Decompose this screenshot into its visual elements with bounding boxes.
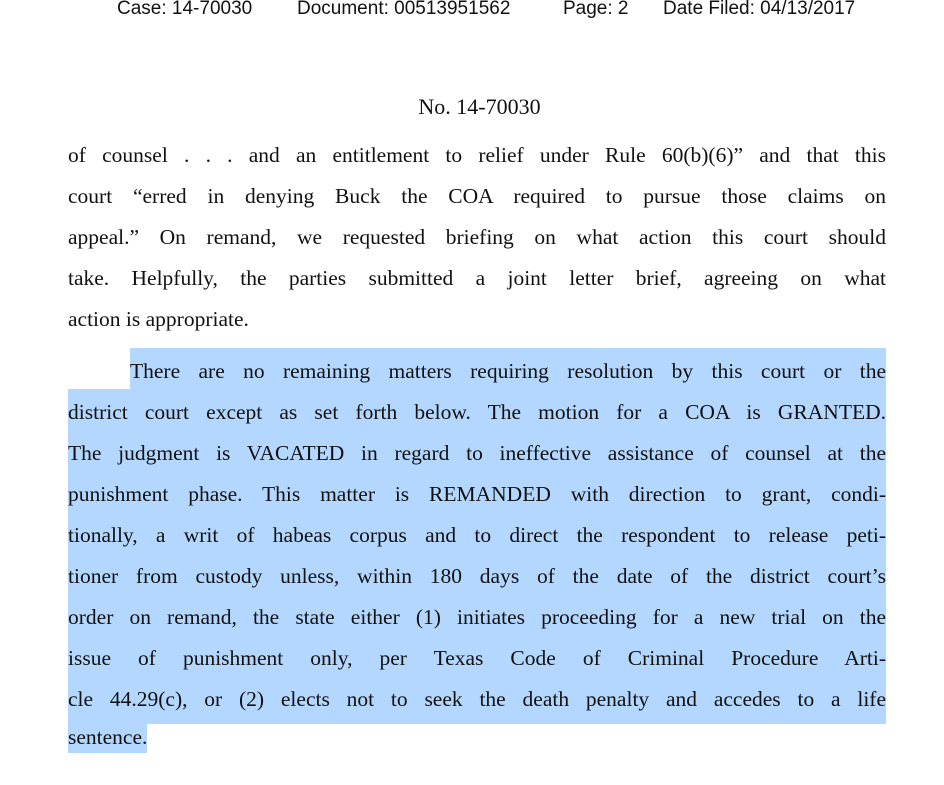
selected-text[interactable]: The judgment is VACATED in regard to ineffective assistance of counsel at the bbox=[68, 430, 886, 478]
document-number: Document: 00513951562 bbox=[297, 0, 511, 19]
page-number: Page: 2 bbox=[563, 0, 629, 19]
text-line: appeal.” On remand, we requested briefing on what action this court should bbox=[68, 225, 886, 249]
selected-text[interactable]: cle 44.29(c), or (2) elects not to seek the death penalty and accedes to a life bbox=[68, 676, 886, 724]
text-line[interactable] bbox=[68, 430, 886, 471]
selected-text[interactable]: issue of punishment only, per Texas Code of Criminal Procedure Arti- bbox=[68, 635, 886, 683]
text-line[interactable] bbox=[68, 594, 886, 635]
doc-number: No. 14-70030 bbox=[418, 94, 541, 119]
paragraph-2-highlighted[interactable] bbox=[68, 348, 886, 758]
text-line[interactable] bbox=[68, 389, 886, 430]
selected-text[interactable]: sentence. bbox=[68, 722, 147, 753]
text-line: take. Helpfully, the parties submitted a joint letter brief, agreeing on what bbox=[68, 266, 886, 290]
text-line: court “erred in denying Buck the COA required to pursue those claims on bbox=[68, 184, 886, 208]
text-line[interactable] bbox=[68, 512, 886, 553]
text-line[interactable] bbox=[68, 553, 886, 594]
filing-header bbox=[0, 0, 944, 24]
text-line: of counsel . . . and an entitlement to relief under Rule 60(b)(6)” and that this bbox=[68, 143, 886, 167]
paragraph-1 bbox=[68, 135, 886, 340]
text-line[interactable] bbox=[68, 348, 886, 389]
date-filed: Date Filed: 04/13/2017 bbox=[663, 0, 856, 19]
text-line[interactable] bbox=[68, 676, 886, 717]
text-line[interactable] bbox=[68, 635, 886, 676]
selected-text[interactable]: tioner from custody unless, within 180 days of the date of the district court’s bbox=[68, 553, 886, 601]
selected-text[interactable]: order on remand, the state either (1) initiates proceeding for a new trial on the bbox=[68, 594, 886, 642]
selected-text[interactable]: punishment phase. This matter is REMANDED with direction to grant, condi- bbox=[68, 471, 886, 519]
text-line[interactable] bbox=[68, 471, 886, 512]
text-line[interactable] bbox=[68, 717, 886, 758]
doc-number-heading bbox=[0, 94, 944, 120]
selected-text[interactable]: There are no remaining matters requiring resolution by this court or the bbox=[130, 348, 886, 396]
case-number: Case: 14-70030 bbox=[117, 0, 253, 19]
selected-text[interactable]: tionally, a writ of habeas corpus and to direct the respondent to release peti- bbox=[68, 512, 886, 560]
text-line: action is appropriate. bbox=[68, 307, 249, 331]
selected-text[interactable]: district court except as set forth below. The motion for a COA is GRANTED. bbox=[68, 389, 886, 437]
